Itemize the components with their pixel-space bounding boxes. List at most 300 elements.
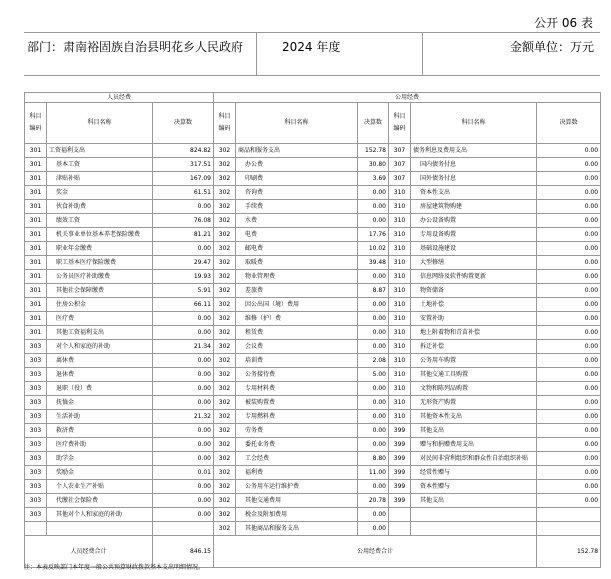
public-b-name-cell: 其他支出 [411, 424, 537, 438]
public-b-code-cell: 310 [389, 186, 411, 200]
public-b-amount-cell: 0.00 [537, 256, 601, 270]
personnel-amount-cell: 0.00 [153, 452, 214, 466]
personnel-name-cell: 机关事业单位基本养老保险缴费 [47, 228, 153, 242]
public-b-amount-cell: 0.00 [537, 298, 601, 312]
expenditure-table [24, 92, 601, 568]
personnel-name-cell: 个人农业生产补贴 [47, 480, 153, 494]
public-b-amount-cell: 0.00 [537, 270, 601, 284]
public-b-code-cell: 310 [389, 396, 411, 410]
public-a-code-cell: 302 [214, 466, 236, 480]
personnel-code-cell: 301 [25, 228, 47, 242]
personnel-amount-cell: 0.00 [153, 354, 214, 368]
table-row [25, 242, 601, 256]
public-a-name-cell: 被装购置费 [236, 396, 358, 410]
public-a-code-cell: 302 [214, 186, 236, 200]
personnel-amount-cell: 0.00 [153, 326, 214, 340]
personnel-name-cell: 医疗费补助 [47, 438, 153, 452]
personnel-amount-cell: 0.00 [153, 368, 214, 382]
public-a-name-cell: 办公费 [236, 158, 358, 172]
personnel-amount-cell: 5.91 [153, 284, 214, 298]
personnel-code-cell: 303 [25, 410, 47, 424]
personnel-code-cell: 301 [25, 326, 47, 340]
public-b-amount-cell: 0.00 [537, 242, 601, 256]
public-a-amount-cell: 0.00 [358, 410, 389, 424]
personnel-code-cell: 303 [25, 340, 47, 354]
public-a-code-cell: 302 [214, 368, 236, 382]
group-public: 公用经费 [214, 93, 601, 103]
public-b-code-cell: 310 [389, 200, 411, 214]
personnel-code-cell: 301 [25, 298, 47, 312]
public-a-code-cell: 302 [214, 326, 236, 340]
personnel-amount-cell: 81.21 [153, 228, 214, 242]
col-name-header: 科目名称 [47, 103, 153, 144]
table-row [25, 354, 601, 368]
personnel-amount-cell: 0.01 [153, 466, 214, 480]
public-a-amount-cell: 0.00 [358, 298, 389, 312]
public-b-code-cell: 310 [389, 410, 411, 424]
public-b-name-cell: 公务用车购置 [411, 354, 537, 368]
personnel-amount-cell: 66.11 [153, 298, 214, 312]
public-a-name-cell: 公务接待费 [236, 368, 358, 382]
personnel-amount-cell: 21.32 [153, 410, 214, 424]
personnel-amount-cell: 0.00 [153, 382, 214, 396]
personnel-name-cell: 奖金 [47, 186, 153, 200]
public-b-code-cell: 310 [389, 242, 411, 256]
personnel-amount-cell: 29.47 [153, 256, 214, 270]
public-a-name-cell: 工会经费 [236, 452, 358, 466]
public-a-name-cell: 物业管理费 [236, 270, 358, 284]
public-b-name-cell [411, 508, 537, 522]
public-b-code-cell: 399 [389, 424, 411, 438]
public-b-code-cell: 310 [389, 354, 411, 368]
public-a-code-cell: 302 [214, 228, 236, 242]
public-b-name-cell: 其他资本性支出 [411, 410, 537, 424]
public-b-code-cell: 310 [389, 312, 411, 326]
public-b-amount-cell: 0.00 [537, 452, 601, 466]
public-b-code-cell: 310 [389, 368, 411, 382]
col-code-header: 科目编码 [389, 103, 411, 144]
public-b-code-cell: 310 [389, 214, 411, 228]
public-total-label: 公用经费合计 [214, 536, 537, 568]
personnel-code-cell: 301 [25, 242, 47, 256]
public-a-amount-cell: 0.00 [358, 270, 389, 284]
public-total-value: 152.78 [537, 536, 601, 568]
personnel-code-cell: 303 [25, 508, 47, 522]
personnel-code-cell: 301 [25, 270, 47, 284]
table-row [25, 368, 601, 382]
personnel-name-cell: 津贴补贴 [47, 172, 153, 186]
personnel-total-label: 人员经费合计 [25, 536, 153, 568]
personnel-name-cell: 其他社会保障缴费 [47, 284, 153, 298]
public-a-code-cell: 302 [214, 200, 236, 214]
table-row [25, 508, 601, 522]
public-a-name-cell: 劳务费 [236, 424, 358, 438]
public-a-code-cell: 302 [214, 172, 236, 186]
table-row [25, 410, 601, 424]
personnel-total-value: 846.15 [153, 536, 214, 568]
public-b-name-cell: 经常性赠与 [411, 466, 537, 480]
public-a-name-cell: 因公出国（境）费用 [236, 298, 358, 312]
public-a-code-cell: 302 [214, 256, 236, 270]
public-b-code-cell: 310 [389, 256, 411, 270]
table-row [25, 312, 601, 326]
personnel-code-cell: 303 [25, 354, 47, 368]
table-row [25, 382, 601, 396]
public-b-code-cell: 310 [389, 340, 411, 354]
public-a-code-cell: 302 [214, 144, 236, 158]
personnel-name-cell: 抚恤金 [47, 396, 153, 410]
personnel-amount-cell: 0.00 [153, 424, 214, 438]
public-b-name-cell: 土地补偿 [411, 298, 537, 312]
public-b-amount-cell: 0.00 [537, 284, 601, 298]
public-a-name-cell: 培训费 [236, 354, 358, 368]
public-b-amount-cell: 0.00 [537, 410, 601, 424]
group-personnel: 人员经费 [25, 93, 214, 103]
public-b-amount-cell: 0.00 [537, 172, 601, 186]
public-b-name-cell: 无形资产购置 [411, 396, 537, 410]
public-a-code-cell: 302 [214, 452, 236, 466]
public-b-amount-cell: 0.00 [537, 228, 601, 242]
public-a-amount-cell: 39.48 [358, 256, 389, 270]
personnel-amount-cell: 0.00 [153, 508, 214, 522]
table-row [25, 466, 601, 480]
public-a-code-cell: 302 [214, 438, 236, 452]
public-b-code-cell: 310 [389, 228, 411, 242]
public-b-name-cell: 其他支出 [411, 494, 537, 508]
public-b-name-cell: 其他交通工具购置 [411, 368, 537, 382]
public-b-name-cell: 基础设施建设 [411, 242, 537, 256]
personnel-code-cell: 303 [25, 466, 47, 480]
col-name-header: 科目名称 [411, 103, 537, 144]
table-row [25, 186, 601, 200]
public-a-code-cell: 302 [214, 242, 236, 256]
personnel-name-cell: 公务员医疗补助缴费 [47, 270, 153, 284]
personnel-amount-cell: 76.08 [153, 214, 214, 228]
public-b-code-cell: 399 [389, 480, 411, 494]
personnel-amount-cell: 61.51 [153, 186, 214, 200]
personnel-name-cell: 对个人和家庭的补助 [47, 340, 153, 354]
personnel-amount-cell: 167.09 [153, 172, 214, 186]
personnel-code-cell: 301 [25, 144, 47, 158]
public-b-amount-cell: 0.00 [537, 340, 601, 354]
public-b-amount-cell: 0.00 [537, 200, 601, 214]
public-b-amount-cell: 0.00 [537, 438, 601, 452]
personnel-code-cell: 303 [25, 396, 47, 410]
public-a-amount-cell: 0.00 [358, 424, 389, 438]
column-header-row [25, 103, 601, 144]
personnel-code-cell: 303 [25, 452, 47, 466]
public-b-code-cell: 399 [389, 494, 411, 508]
public-b-amount-cell: 0.00 [537, 382, 601, 396]
public-b-name-cell: 信息网络及软件购置更新 [411, 270, 537, 284]
personnel-amount-cell: 317.51 [153, 158, 214, 172]
personnel-code-cell: 303 [25, 438, 47, 452]
personnel-name-cell: 救济费 [47, 424, 153, 438]
personnel-amount-cell: 0.00 [153, 312, 214, 326]
personnel-amount-cell: 824.82 [153, 144, 214, 158]
public-a-amount-cell: 0.00 [358, 480, 389, 494]
public-a-amount-cell: 8.80 [358, 452, 389, 466]
amount-unit: 金额单位：万元 [509, 40, 594, 54]
public-b-code-cell: 310 [389, 382, 411, 396]
public-a-name-cell: 委托业务费 [236, 438, 358, 452]
table-row [25, 438, 601, 452]
public-a-amount-cell: 10.02 [358, 242, 389, 256]
table-row [25, 228, 601, 242]
public-b-name-cell: 对民间非营利组织和群众性自治组织补贴 [411, 452, 537, 466]
public-a-code-cell: 302 [214, 214, 236, 228]
public-b-code-cell: 310 [389, 284, 411, 298]
public-a-amount-cell: 5.00 [358, 368, 389, 382]
public-a-amount-cell: 0.00 [358, 382, 389, 396]
table-row [25, 200, 601, 214]
public-a-amount-cell: 20.78 [358, 494, 389, 508]
public-b-amount-cell: 0.00 [537, 494, 601, 508]
public-a-code-cell: 302 [214, 354, 236, 368]
public-b-code-cell: 307 [389, 158, 411, 172]
public-a-amount-cell: 0.00 [358, 340, 389, 354]
public-a-name-cell: 其他交通费用 [236, 494, 358, 508]
public-a-code-cell: 302 [214, 340, 236, 354]
public-a-amount-cell: 2.08 [358, 354, 389, 368]
header-divider [256, 33, 257, 75]
table-row [25, 172, 601, 186]
public-b-name-cell: 地上附着物和青苗补偿 [411, 326, 537, 340]
report-year: 2024 年度 [282, 40, 341, 54]
public-b-code-cell: 310 [389, 298, 411, 312]
public-b-name-cell: 房屋建筑物购建 [411, 200, 537, 214]
public-a-amount-cell: 0.00 [358, 326, 389, 340]
public-a-code-cell: 302 [214, 298, 236, 312]
public-b-name-cell: 大型修缮 [411, 256, 537, 270]
public-b-name-cell [411, 522, 537, 536]
public-a-code-cell: 302 [214, 410, 236, 424]
public-b-code-cell [389, 508, 411, 522]
public-b-name-cell: 文物和陈列品购置 [411, 382, 537, 396]
personnel-code-cell: 303 [25, 424, 47, 438]
public-a-code-cell: 302 [214, 396, 236, 410]
public-b-code-cell: 399 [389, 452, 411, 466]
public-a-name-cell: 取暖费 [236, 256, 358, 270]
public-b-amount-cell: 0.00 [537, 158, 601, 172]
personnel-amount-cell: 0.00 [153, 242, 214, 256]
table-row [25, 158, 601, 172]
table-row [25, 424, 601, 438]
personnel-code-cell: 301 [25, 256, 47, 270]
col-name-header: 科目名称 [236, 103, 358, 144]
public-b-amount-cell: 0.00 [537, 480, 601, 494]
personnel-amount-cell: 0.00 [153, 480, 214, 494]
public-b-name-cell: 赠与和捐赠费用支出 [411, 438, 537, 452]
public-b-name-cell: 安置补助 [411, 312, 537, 326]
public-b-amount-cell [537, 508, 601, 522]
personnel-name-cell: 伙食补助费 [47, 200, 153, 214]
public-a-amount-cell: 0.00 [358, 214, 389, 228]
public-a-amount-cell: 30.80 [358, 158, 389, 172]
personnel-code-cell: 301 [25, 158, 47, 172]
table-row [25, 396, 601, 410]
table-row [25, 144, 601, 158]
public-a-amount-cell: 8.87 [358, 284, 389, 298]
public-a-name-cell: 税金及附加费用 [236, 508, 358, 522]
col-amount-header: 决算数 [537, 103, 601, 144]
public-a-amount-cell: 3.69 [358, 172, 389, 186]
personnel-code-cell: 301 [25, 186, 47, 200]
table-row [25, 284, 601, 298]
public-b-code-cell: 399 [389, 466, 411, 480]
public-b-amount-cell: 0.00 [537, 186, 601, 200]
table-body [25, 93, 601, 568]
personnel-code-cell: 303 [25, 368, 47, 382]
personnel-name-cell: 助学金 [47, 452, 153, 466]
public-b-code-cell: 310 [389, 270, 411, 284]
col-code-header: 科目编码 [25, 103, 47, 144]
col-amount-header: 决算数 [153, 103, 214, 144]
personnel-name-cell: 生活补助 [47, 410, 153, 424]
public-a-name-cell: 维修（护）费 [236, 312, 358, 326]
col-code-header: 科目编码 [214, 103, 236, 144]
personnel-name-cell: 其他对个人和家庭的补助 [47, 508, 153, 522]
public-a-amount-cell: 17.76 [358, 228, 389, 242]
public-b-code-cell [389, 522, 411, 536]
public-a-amount-cell: 152.78 [358, 144, 389, 158]
public-b-name-cell: 拆迁补偿 [411, 340, 537, 354]
public-b-amount-cell [537, 522, 601, 536]
personnel-code-cell: 301 [25, 172, 47, 186]
personnel-name-cell: 住房公积金 [47, 298, 153, 312]
public-b-name-cell: 国外债务付息 [411, 172, 537, 186]
public-a-name-cell: 租赁费 [236, 326, 358, 340]
public-a-amount-cell: 0.00 [358, 508, 389, 522]
personnel-name-cell: 工资福利支出 [47, 144, 153, 158]
public-a-amount-cell: 0.00 [358, 200, 389, 214]
public-b-name-cell: 资本性支出 [411, 186, 537, 200]
public-a-name-cell: 专用燃料费 [236, 410, 358, 424]
personnel-name-cell: 职工基本医疗保险缴费 [47, 256, 153, 270]
personnel-name-cell: 医疗费 [47, 312, 153, 326]
public-b-amount-cell: 0.00 [537, 354, 601, 368]
public-b-code-cell: 310 [389, 326, 411, 340]
public-a-code-cell: 302 [214, 508, 236, 522]
public-b-amount-cell: 0.00 [537, 214, 601, 228]
personnel-amount-cell: 19.93 [153, 270, 214, 284]
public-b-code-cell: 399 [389, 438, 411, 452]
public-b-amount-cell: 0.00 [537, 368, 601, 382]
footnote: 注：本表反映部门本年度一般公共预算财政拨款基本支出明细情况。 [24, 564, 205, 571]
public-a-amount-cell: 0.00 [358, 186, 389, 200]
group-header-row [25, 93, 601, 103]
public-a-name-cell: 商品和服务支出 [236, 144, 358, 158]
table-row [25, 340, 601, 354]
public-a-code-cell: 302 [214, 480, 236, 494]
personnel-amount-cell: 21.34 [153, 340, 214, 354]
public-b-amount-cell: 0.00 [537, 326, 601, 340]
table-row [25, 494, 601, 508]
personnel-code-cell: 303 [25, 480, 47, 494]
personnel-amount-cell: 0.00 [153, 396, 214, 410]
personnel-name-cell: 退休费 [47, 368, 153, 382]
public-a-amount-cell: 11.00 [358, 466, 389, 480]
table-row [25, 298, 601, 312]
table-row [25, 256, 601, 270]
personnel-name-cell: 退职（役）费 [47, 382, 153, 396]
personnel-amount-cell: 0.00 [153, 438, 214, 452]
table-code: 公开 06 表 [534, 16, 593, 30]
public-a-code-cell: 302 [214, 382, 236, 396]
table-row [25, 326, 601, 340]
public-a-name-cell: 手续费 [236, 200, 358, 214]
personnel-name-cell: 奖励金 [47, 466, 153, 480]
public-b-name-cell: 债务利息及费用支出 [411, 144, 537, 158]
public-a-amount-cell: 0.00 [358, 438, 389, 452]
personnel-code-cell: 303 [25, 382, 47, 396]
public-a-name-cell: 其他商品和服务支出 [236, 522, 358, 536]
public-a-name-cell: 公务用车运行维护费 [236, 480, 358, 494]
public-a-name-cell: 专用材料费 [236, 382, 358, 396]
table-row [25, 522, 601, 536]
public-a-name-cell: 福利费 [236, 466, 358, 480]
public-b-amount-cell: 0.00 [537, 424, 601, 438]
table-row [25, 480, 601, 494]
personnel-amount-cell [153, 522, 214, 536]
public-a-name-cell: 咨询费 [236, 186, 358, 200]
personnel-code-cell: 301 [25, 214, 47, 228]
report-header [24, 32, 600, 76]
table-row [25, 270, 601, 284]
personnel-code-cell: 301 [25, 284, 47, 298]
department-name: 部门：肃南裕固族自治县明花乡人民政府 [27, 40, 244, 54]
public-b-code-cell: 307 [389, 144, 411, 158]
table-row [25, 214, 601, 228]
public-a-name-cell: 会议费 [236, 340, 358, 354]
public-b-code-cell: 307 [389, 172, 411, 186]
public-a-code-cell: 302 [214, 158, 236, 172]
public-b-name-cell: 国内债务付息 [411, 158, 537, 172]
public-b-name-cell: 资本性赠与 [411, 480, 537, 494]
personnel-name-cell: 绩效工资 [47, 214, 153, 228]
personnel-name-cell: 基本工资 [47, 158, 153, 172]
public-a-code-cell: 302 [214, 312, 236, 326]
personnel-code-cell [25, 522, 47, 536]
personnel-code-cell: 301 [25, 200, 47, 214]
personnel-amount-cell: 0.00 [153, 494, 214, 508]
public-b-amount-cell: 0.00 [537, 466, 601, 480]
public-a-name-cell: 邮电费 [236, 242, 358, 256]
public-a-code-cell: 302 [214, 270, 236, 284]
public-b-name-cell: 办公设备购置 [411, 214, 537, 228]
public-a-amount-cell: 0.00 [358, 396, 389, 410]
public-a-name-cell: 电费 [236, 228, 358, 242]
header-divider [422, 33, 423, 75]
personnel-code-cell: 301 [25, 312, 47, 326]
public-b-amount-cell: 0.00 [537, 396, 601, 410]
public-b-name-cell: 物资储备 [411, 284, 537, 298]
personnel-name-cell: 代缴社会保险费 [47, 494, 153, 508]
personnel-code-cell: 303 [25, 494, 47, 508]
table-row [25, 452, 601, 466]
public-a-name-cell: 印刷费 [236, 172, 358, 186]
col-amount-header: 决算数 [358, 103, 389, 144]
public-a-code-cell: 302 [214, 522, 236, 536]
personnel-name-cell: 其他工资福利支出 [47, 326, 153, 340]
public-b-name-cell: 专用设备购置 [411, 228, 537, 242]
personnel-name-cell [47, 522, 153, 536]
public-a-code-cell: 302 [214, 424, 236, 438]
public-a-name-cell: 水费 [236, 214, 358, 228]
public-a-code-cell: 302 [214, 284, 236, 298]
public-b-amount-cell: 0.00 [537, 312, 601, 326]
public-a-amount-cell: 0.00 [358, 312, 389, 326]
